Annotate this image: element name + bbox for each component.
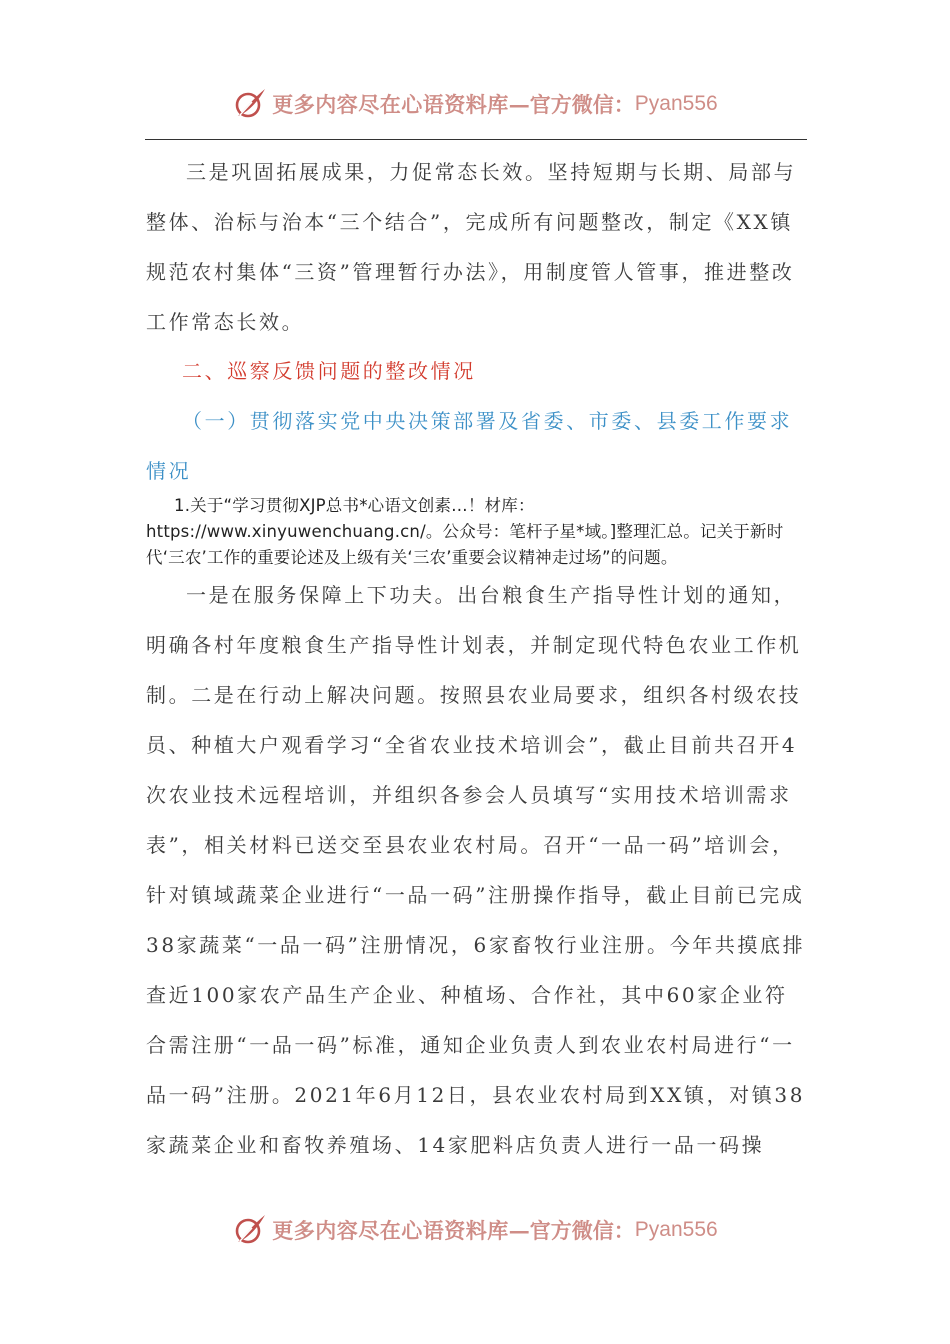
paragraph-text: 一是在服务保障上下功夫。出台粮食生产指导性计划的通知，明确各村年度粮食生产指导性计划表，并制定现代特色农业工作机制。二是在行动上解决问题。按照县农业局要求，组织各村级农技员、种植大户观看学习“全省农业技术培训会”，截止目前共召开4次农业技术远程培训，并组织各参会人员填写“实用技术培训需求表”，相关材料已送交至县农业农村局。召开“一品一码”培训会，针对镇域蔬菜企业进行“一品一码”注册操作指导，截止目前已完成38家蔬菜“一品一码”注册情况，6家畜牧行业注册。今年共摸底排查近100家农产品生产企业、种植场、合作社，其中60家企业符合需注册“一品一码”标准，通知企业负责人到农业农村局进行“一品一码”注册。2021年6月12日，县农业农村局到XX镇，对镇38家蔬菜企业和畜牧养殖场、14家肥料店负责人进行一品一码操: [146, 583, 806, 1157]
item-1: [146, 493, 810, 571]
header-divider: [145, 139, 807, 140]
banner-wechat-label: 官方微信：: [529, 1218, 635, 1243]
banner-wechat-id: Pyan556: [634, 92, 718, 115]
item-1-text: 1.关于“学习贯彻XJP总书*心语文创素…！材库：https://www.xinyuwenchuang.cn/。公众号：笔杆子星*域。]整理汇总。记关于新时代‘三农’工作的重要论述及上级有关‘三农’重要会议精神走过场”的问题。: [146, 496, 784, 567]
section-heading-2: [146, 346, 810, 396]
footer-banner: [232, 1212, 717, 1248]
paragraph-text: 三是巩固拓展成果，力促常态长效。坚持短期与长期、局部与整体、治标与治本“三个结合”，完成所有问题整改，制定《XX镇规范农村集体“三资”管理暂行办法》，用制度管人管事，推进整改工作常态长效。: [146, 160, 797, 334]
heading-blue: （一）贯彻落实党中央决策部署及省委、市委、县委工作要求情况: [146, 409, 793, 483]
page-header: [0, 84, 950, 124]
quill-logo-icon: [232, 1212, 268, 1248]
page-footer: [0, 1210, 950, 1250]
paragraph-service: [146, 570, 810, 1170]
header-banner: [232, 86, 717, 122]
banner-wechat-id: Pyan556: [634, 1218, 718, 1241]
heading-red: 二、巡察反馈问题的整改情况: [182, 359, 476, 383]
banner-title: 更多内容尽在心语资料库: [272, 92, 509, 117]
banner-dash: —: [508, 1217, 530, 1243]
banner-dash: —: [508, 91, 530, 117]
section-heading-3: [146, 396, 810, 496]
paragraph-consolidate: [146, 147, 810, 347]
quill-logo-icon: [232, 86, 268, 122]
banner-wechat-label: 官方微信：: [529, 92, 635, 117]
banner-title: 更多内容尽在心语资料库: [272, 1218, 509, 1243]
